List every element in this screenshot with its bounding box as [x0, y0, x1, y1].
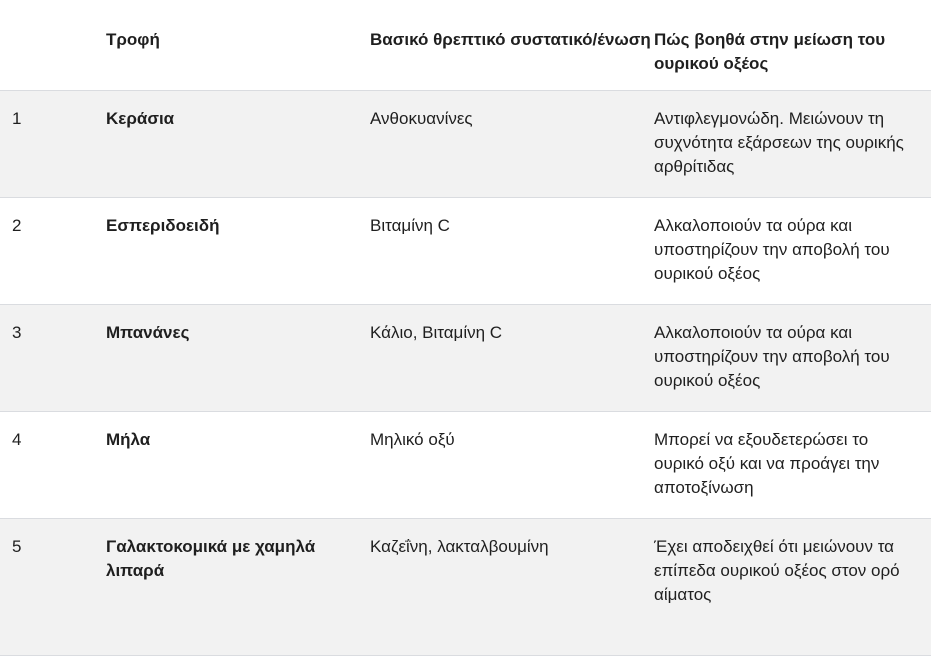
header-food: Τροφή [106, 0, 370, 90]
row-nutrient: Κάλιο, Βιταμίνη C [370, 322, 503, 342]
row-food: Γαλακτοκομικά με χαμηλά λιπαρά [106, 536, 316, 580]
header-nutrient: Βασικό θρεπτικό συστατικό/ένωση [370, 0, 654, 90]
row-food: Κεράσια [106, 108, 175, 128]
row-food: Μήλα [106, 429, 151, 449]
row-number: 5 [12, 536, 22, 556]
table-row [0, 518, 931, 655]
table-body [0, 90, 931, 655]
row-effect: Έχει αποδειχθεί ότι μειώνουν τα επίπεδα ουρικού οξέος στον ορό αίματος [654, 536, 900, 604]
row-number: 4 [12, 429, 22, 449]
row-effect: Αλκαλοποιούν τα ούρα και υποστηρίζουν την αποβολή του ουρικού οξέος [654, 322, 890, 390]
row-food: Εσπεριδοειδή [106, 215, 220, 235]
row-number: 2 [12, 215, 22, 235]
table-row [0, 90, 931, 197]
header-number [0, 0, 106, 90]
header-row [0, 0, 931, 90]
table-row [0, 304, 931, 411]
row-nutrient: Ανθοκυανίνες [370, 108, 473, 128]
row-nutrient: Μηλικό οξύ [370, 429, 455, 449]
row-nutrient: Καζεΐνη, λακταλβουμίνη [370, 536, 549, 556]
row-effect: Αντιφλεγμονώδη. Μειώνουν τη συχνότητα εξάρσεων της ουρικής αρθρίτιδας [654, 108, 904, 176]
row-food: Μπανάνες [106, 322, 190, 342]
row-effect: Μπορεί να εξουδετερώσει το ουρικό οξύ και να προάγει την αποτοξίνωση [654, 429, 880, 497]
table-row [0, 411, 931, 518]
row-effect: Αλκαλοποιούν τα ούρα και υποστηρίζουν την αποβολή του ουρικού οξέος [654, 215, 890, 283]
table-header [0, 0, 931, 90]
header-effect: Πώς βοηθά στην μείωση του ουρικού οξέος [654, 0, 931, 90]
table-row [0, 197, 931, 304]
row-number: 1 [12, 108, 22, 128]
row-nutrient: Βιταμίνη C [370, 215, 450, 235]
row-number: 3 [12, 322, 22, 342]
